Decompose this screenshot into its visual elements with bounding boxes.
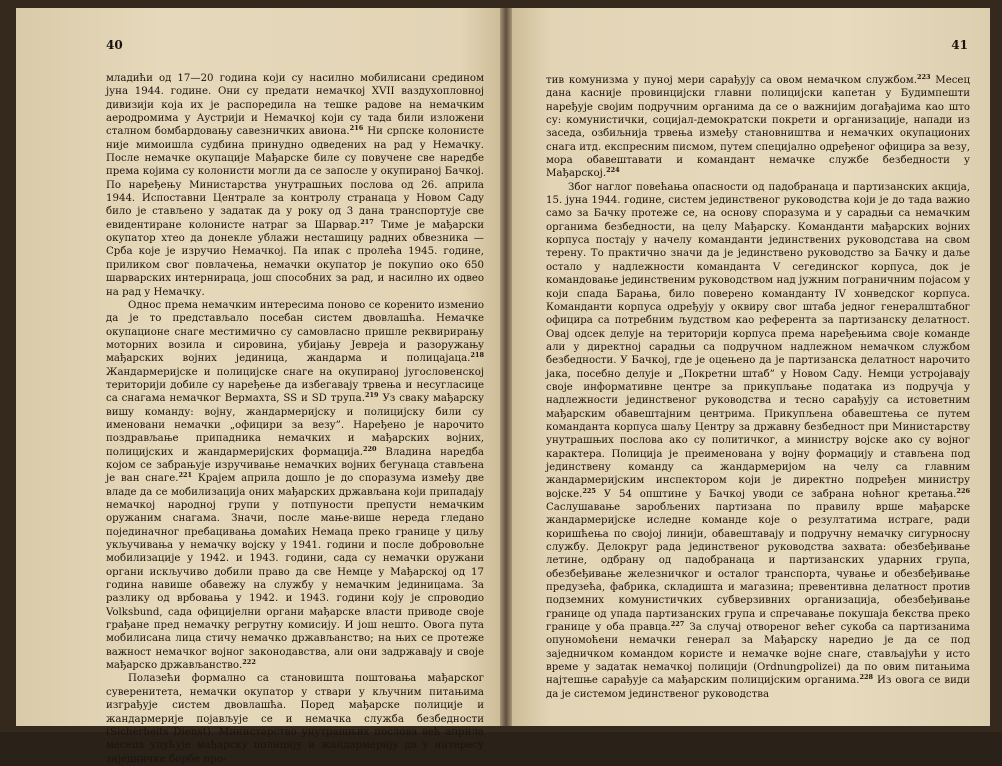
paragraph	[546, 74, 970, 181]
text-run: Тиме је мађарски окупатор хтео да донекле ублажи несташицу радних обвезника — Срба које је изручио Немачкој. Па ипак с пролећа 1945. године, приликом свог повлачења, немачки окупатор је покупио око 650 шарварских интернираца, још способних за рад, и насилно их одвео на рад у Немачку.	[106, 219, 484, 298]
text-run: младићи од 17—20 година који су насилно мобилисани средином јуна 1944. године. Они су предати немачкој XVII ваздухопловној дивизији која их је распоредила на тешке радове на немачким аеродромима у Аустрији и Немачкој који су тада били изложени сталном бомбардовању савезничких авиона.	[106, 73, 484, 138]
book-gutter	[500, 8, 512, 726]
text-run: За случај отвореног већег сукоба са партизанима опуномоћени немачки генерал за Мађарску наредио је да се под заједничком командом користе и немачке војне снаге, стављајући у исто време у задатак немачкој полицији (Ordnungpolizei) да по овим питањима најтешње сарађује са мађарским полицијским органима.	[546, 622, 970, 687]
footnote-marker: 223	[916, 73, 931, 81]
text-run: тив комунизма у пуној мери сарађују са овом немачком службом.	[546, 75, 917, 86]
footnote-marker: 224	[606, 166, 620, 175]
footnote-marker: 216	[349, 124, 364, 133]
text-run: Владина наредба којом се забрањује изручивање немачких војних бегунаца стављена је ван снаге.	[106, 446, 484, 485]
footnote-marker: 218	[470, 351, 484, 360]
text-run: Однос према немачким интересима поново се коренито изменио да је то представљало посебан систем двовлашћа. Немачке окупационе снаге местимично су самовласно пришле реквирирању моторних возила и сировина, убијању Јевреја и разоружању мађарских војних јединица, жандарма и полицајаца.	[106, 299, 484, 365]
text-run: Полазећи формално са становишта поштовања мађарског суверенитета, немачки окупатор у ствари у кључним питањима изграђује систем двовлашћа. Поред мађарске полиције и жандармерије појављује се и немачка служба безбедности (Sicherheits Dienst). Министарство унутрашњих послова већ априла месеца упућује мађарску полицију и жандармерију да у интересу заједничке борбе про-	[106, 673, 484, 765]
left-page-text	[106, 72, 484, 766]
paragraph	[106, 672, 484, 765]
text-run: Месец дана касније провинцијски главни полицијски капетан у Будимпешти наређује својим подручним органима да се о важнијим догађајима као што су: комунистички, социјал-демократски покрети и организације, напади из заседа, озбиљнија трвења између становништва и немачких окупационих снага итд. експресним писмом, путем специјално одређеног официра за везу, мора обавештавати и командант немачке службе безбедности у Мађарској.	[546, 75, 971, 180]
footnote-marker: 217	[360, 217, 374, 226]
paragraph	[106, 299, 484, 673]
text-run: Уз сваку мађарску вишу команду: војну, жандармеријску и полицијску били су именовани немачки „официри за везу”. Наређено је нарочито поздрављање припадника немачких и мађарских војних, полицијских и жандармеријских формација.	[106, 393, 484, 458]
text-run: Ни српске колонисте није мимоишла судбина принудно одведених на рад у Немачку. После немачке окупације Мађарске биле су повучене све наредбе према којима су колонисти могли да се запосле у окупираној Бачкој. По наређењу Министарства унутрашњих послова од 26. априла 1944. Испоставни Централе за контролу странаца у Новом Саду било је стављено у задатак да у року од 3 дана транспортује све евидентиране колонисте натраг за Шарвар.	[106, 126, 484, 231]
text-run: Крајем априла дошло је до споразума између две владе да се мобилизација оних мађарских држављана који припадају немачкој народној групи у потпуности препусти немачким оружаним снагама. Значи, после мање-више нереда гледано појединачног пребацивања домаћих Немаца преко границе у циљу укључивања у немачку војску у 1941. години и после добровољне мобилизације у 1942. и 1943. години, сада су немачки оружани органи искључиво добили право да све Немце у Мађарској од 17 година навише обавежу на службу у немачким јединицама. За разлику од врбовања у 1942. и 1943. години коју је спроводио Volksbund, сада официјелни органи мађарске власти приводе своје грађане пред немачку регрутну комисију. И још нешто. Овога пута мобилисана лица стичу немачко држављанство; на њих се протеже важност немачког војног законодавства, али они задржавају и своје мађарско држављанство.	[106, 473, 484, 672]
footnote-marker: 221	[178, 471, 193, 480]
paragraph	[546, 181, 970, 701]
page-number-left: 40	[106, 38, 123, 52]
left-page	[16, 8, 500, 765]
footnote-marker: 222	[242, 658, 256, 667]
right-page	[512, 8, 990, 726]
paragraph	[106, 72, 484, 299]
text-run: Због наглог повећања опасности од пaдобранаца и партизанских акција, 15. јуна 1944. године, систем јединственог руководства који је до тада важио само за Бачку протеже се, на основу споразума и у сарадњи са немачким органима безбедности, на целу Мађарску. Команданти мађарских војних корпуса постају у начелу команданти јединствених руководстава на свом терену. То практично значи да је јединствено руководство за Бачку и даље остало у надлежности команданта V сегединског корпуса, док је командовање јединственим руководством над јужним пограничним појасом у који спада Барања, било поверено команданту IV хонведског корпуса. Команданти корпуса одређују у оквиру свог штаба једног генералштабног официра са потребним људством као референта за партизанску делатност. Овај одсек делује на територији корпуса према наређењима своје команде али у директној сарадњи са подручном надлежном немачком службом безбедности. У Бачкој, где је оцењено да је партизанска делатност нарочито јака, посебно делује и „Покретни штаб” у Новом Саду. Немци устројавају своје информативне центре за прикупљање података из подручја у надлежности јединственог руководства и тесно сарађују са истоветним мађарским обавештајним центрима. Прикупљена обавештења се путем команданта корпуса шаљу Центру за државну безбедност при Министарству унутрашњих послова ако су политичког, а министру војске ако су војног карактера. Полиција је преименована у војну формацију и стављена под јединствену команду са жандармеријом на челу са главним жандармеријским инспектором који је директно подређен министру војске.	[546, 181, 970, 500]
footnote-marker: 219	[364, 391, 379, 400]
footnote-marker: 228	[859, 673, 874, 682]
text-run: Саслушавање заробљених партизана по правилу врше мађарске жандармеријске иследне команде које о резултатима истраге, ради коришћења по својој линији, обавештавају и подручну немачку сигурносну службу. Делокруг рада јединственог руководства захвата: обезбеђивање летине, одбрану од падобранаца и партизанских ударних група, обезбеђивање железничког и осталог транспорта, чување и обезбеђивање предузећа, фабрика, складишта и магазина; превентивна делатност против подземних комунистичких субверзивних организација, обезбеђивање границе од упада партизанских група и спречавање покушаја бекства преко границе у оба правца.	[546, 502, 970, 634]
footnote-marker: 226	[956, 486, 970, 495]
footnote-marker: 225	[582, 486, 596, 495]
footnote-marker: 220	[363, 444, 377, 453]
page-number-right: 41	[951, 38, 968, 52]
text-run: У 54 општине у Бачкој уводи се забрана ноћног кретања.	[595, 488, 957, 500]
text-run: Из овога се види да је системом јединственог руководства	[546, 675, 970, 700]
footnote-marker: 227	[670, 620, 685, 629]
text-run: Жандармеријске и полицијске снаге на окупираној југословенској територији добиле су наређење да избегавају трвења и несугласице са снагама немачког Вермахта, SS и SD трупа.	[106, 366, 484, 405]
right-page-text	[546, 74, 970, 701]
